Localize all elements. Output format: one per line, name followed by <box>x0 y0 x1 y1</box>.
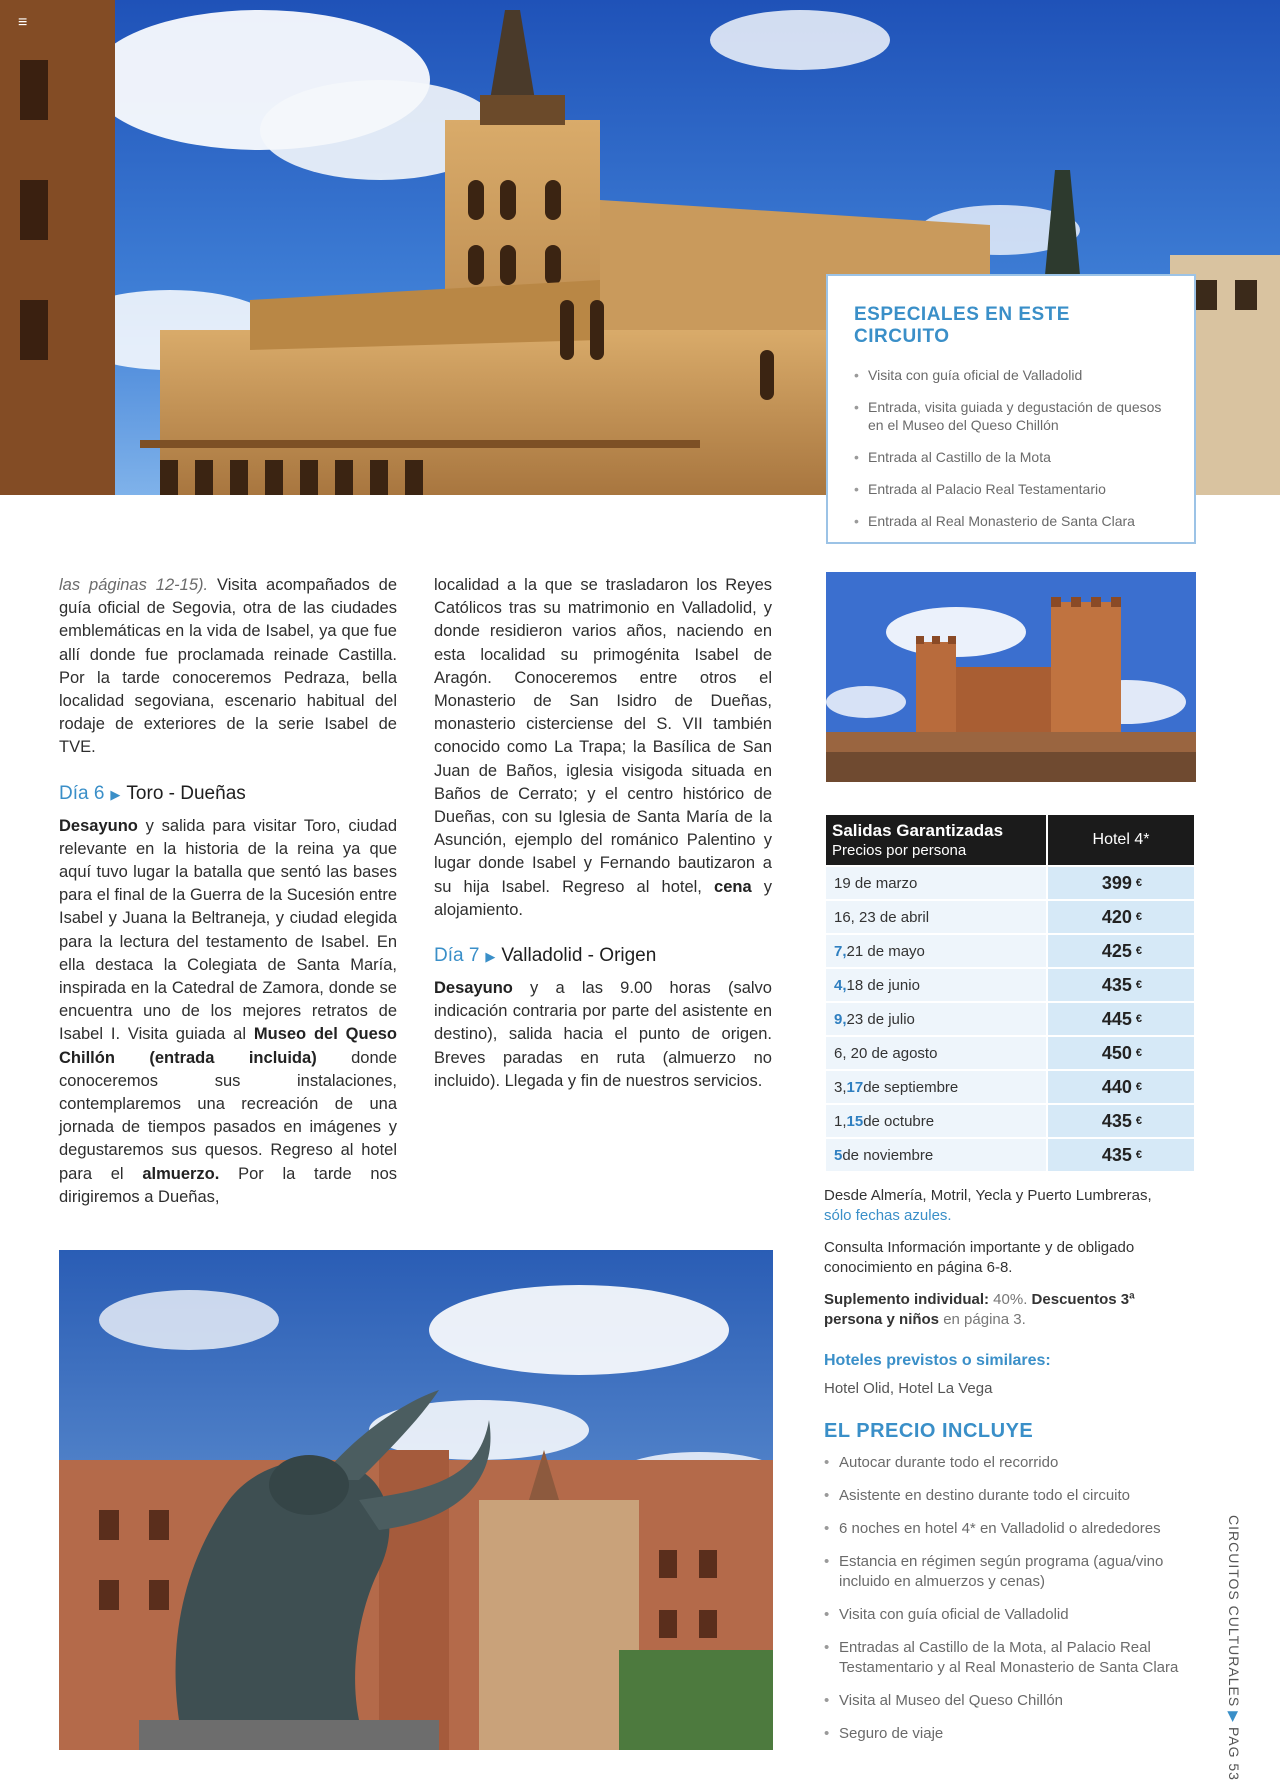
day-7-title: Valladolid - Origen <box>501 945 657 967</box>
day-6-bold-2: Museo del Queso Chillón (entrada incluida) <box>59 1025 398 1067</box>
price-header-subtitle: Precios por persona <box>832 842 967 859</box>
text-column-2 <box>434 574 772 1093</box>
castle-photo <box>826 572 1196 782</box>
includes-item: • Asistente en destino durante todo el circuito <box>824 1486 1194 1506</box>
day-7-bold-1: Desayuno <box>434 979 513 998</box>
specials-list <box>854 366 1168 530</box>
price-value: 445 € <box>1048 1003 1194 1035</box>
castle-illustration <box>826 572 1196 782</box>
day-7-number: Día 7 <box>434 945 480 967</box>
departure-date: 16, 23 de abril <box>826 901 1046 933</box>
menu-icon: ≡ <box>18 14 28 31</box>
price-value: 450 € <box>1048 1037 1194 1069</box>
price-row <box>826 1139 1194 1171</box>
includes-item: • Seguro de viaje <box>824 1724 1194 1744</box>
hotels-value: Hotel Olid, Hotel La Vega <box>824 1380 993 1397</box>
euro-sign: € <box>1135 911 1142 923</box>
departure-date: 6, 20 de agosto <box>826 1037 1046 1069</box>
price-value: 399 € <box>1048 867 1194 899</box>
day-7-paragraph <box>434 977 772 1093</box>
specials-title: ESPECIALES EN ESTE CIRCUITO <box>854 304 1070 347</box>
includes-item: • Estancia en régimen según programa (agua/vino incluido en almuerzos y cenas) <box>824 1552 1194 1592</box>
day-6-title: Toro - Dueñas <box>126 782 246 804</box>
day-6-bold-1: Desayuno <box>59 816 138 835</box>
blue-date: 7, <box>834 942 847 960</box>
euro-sign: € <box>1135 1013 1142 1025</box>
origin-note <box>824 1186 1194 1226</box>
departure-date: 3, 17 de septiembre <box>826 1071 1046 1103</box>
euro-sign: € <box>1135 1081 1142 1093</box>
price-value: 435 € <box>1048 1105 1194 1137</box>
euro-sign: € <box>1135 945 1142 957</box>
price-row <box>826 1003 1194 1035</box>
blue-date: 5 <box>834 1146 843 1164</box>
includes-item: • Visita con guía oficial de Valladolid <box>824 1605 1194 1625</box>
origin-note-text: Desde Almería, Motril, Yecla y Puerto Lumbreras, <box>824 1187 1152 1204</box>
hotels-title: Hoteles previstos o similares: <box>824 1352 1051 1369</box>
includes-item: • Autocar durante todo el recorrido <box>824 1453 1194 1473</box>
specials-box <box>826 274 1196 544</box>
price-row <box>826 867 1194 899</box>
text-column-1 <box>59 574 397 1209</box>
triangle-right-icon: ▶ <box>485 949 496 965</box>
side-section-label <box>1222 1515 1242 1781</box>
page-reference: las páginas 12-15). <box>59 576 209 594</box>
supplement-text-1: 40%. <box>989 1291 1032 1308</box>
price-value: 435 € <box>1048 1139 1194 1171</box>
blue-date: 9, <box>834 1010 847 1028</box>
price-row <box>826 1071 1194 1103</box>
intro-paragraph <box>59 574 397 760</box>
euro-sign: € <box>1135 1115 1142 1127</box>
euro-sign: € <box>1135 979 1142 991</box>
duenas-text-2: y alojamiento. <box>434 877 772 919</box>
departure-date: 5 de noviembre <box>826 1139 1046 1171</box>
day-6-number: Día 6 <box>59 782 105 804</box>
price-includes <box>824 1420 1194 1757</box>
price-header-title: Salidas Garantizadas <box>832 821 1004 840</box>
departure-date: 1, 15 de octubre <box>826 1105 1046 1137</box>
intro-text: Visita acompañados de guía oficial de Segovia, otra de las ciudades emblemáticas en la vida de Isabel, ya que fue allí donde fue proclamada reinade Castilla. Por la tarde conoceremos Pedraza, bella localidad segoviana, escenario habitual del rodaje de exteriores de la serie Isabel de TVE. <box>59 576 397 757</box>
departure-date: 19 de marzo <box>826 867 1046 899</box>
specials-item: • Entrada, visita guiada y degustación de quesos en el Museo del Queso Chillón <box>854 398 1168 434</box>
price-includes-title: EL PRECIO INCLUYE <box>824 1420 1034 1442</box>
triangle-right-icon: ▶ <box>110 786 121 802</box>
includes-item: • 6 noches en hotel 4* en Valladolid o alrededores <box>824 1519 1194 1539</box>
day-6-heading <box>59 782 397 807</box>
origin-note-blue: sólo fechas azules. <box>824 1207 952 1224</box>
specials-item: • Visita con guía oficial de Valladolid <box>854 366 1168 384</box>
supplement-bold-1: Suplemento individual: <box>824 1291 990 1308</box>
day-6-bold-3: almuerzo. <box>142 1164 220 1183</box>
price-header-left <box>826 815 1046 865</box>
includes-item: • Entradas al Castillo de la Mota, al Palacio Real Testamentario y al Real Monasterio de Santa Clara <box>824 1638 1194 1678</box>
supplement-text-2: en página 3. <box>939 1311 1026 1328</box>
euro-sign: € <box>1135 877 1142 889</box>
price-value: 440 € <box>1048 1071 1194 1103</box>
includes-item: • Visita al Museo del Queso Chillón <box>824 1691 1194 1711</box>
bull-illustration <box>59 1250 773 1750</box>
duenas-paragraph <box>434 574 772 922</box>
price-header-hotel: Hotel 4* <box>1048 815 1194 865</box>
price-row <box>826 969 1194 1001</box>
specials-item: • Entrada al Real Monasterio de Santa Clara <box>854 512 1168 530</box>
day-6-text-1: y salida para visitar Toro, ciudad relevante en la historia de la reina ya que aquí tuvo lugar la batalla que sentó las bases para el final de la Guerra de la Sucesión entre Isabel y Juana la Beltraneja, y ciudad elegida para la lectura del testamento de Isabel. En ella destaca la Colegiata de Santa María, inspirada en la Catedral de Zamora, donde se encuentra uno de los mejores retratos de Isabel I. Visita guiada al <box>59 816 397 1044</box>
price-row <box>826 901 1194 933</box>
day-6-text-3: Por la tarde nos dirigiremos a Dueñas, <box>59 1164 397 1206</box>
day-6-text-2: donde conoceremos sus instalaciones, contemplaremos una recreación de una jornada de tiempos pasados en imágenes y degustaremos sus quesos. Regreso al hotel para el <box>59 1048 397 1183</box>
price-value: 425 € <box>1048 935 1194 967</box>
blue-date: 15 <box>846 1112 864 1130</box>
blue-date: 17 <box>846 1078 864 1096</box>
price-row <box>826 1105 1194 1137</box>
duenas-text-1: localidad a la que se trasladaron los Reyes Católicos tras su matrimonio en Valladolid, y donde residieron varios años, naciendo en esta localidad su primogénita Isabel de Aragón. Conoceremos entre otros el Monasterio de San Isidro de Dueñas, monasterio cisterciense del S. VII también conocido como La Trapa; la Basílica de San Juan de Baños, iglesia visigoda situada en Baños de Cerrato; y el centro histórico de Dueñas, con su Iglesia de Santa María de la Asunción, ejemplo del románico Palentino y lugar donde Isabel y Fernando bautizaron a su hija Isabel. Regreso al hotel, <box>434 576 772 896</box>
price-row <box>826 1037 1194 1069</box>
consulta-note: Consulta Información importante y de obligado conocimiento en página 6-8. <box>824 1239 1135 1276</box>
day-7-heading <box>434 944 772 969</box>
page-number: PAG 53 <box>1226 1726 1242 1781</box>
supplement-note <box>824 1290 1194 1330</box>
specials-item: • Entrada al Castillo de la Mota <box>854 448 1168 466</box>
section-name: CIRCUITOS CULTURALES <box>1226 1515 1242 1708</box>
price-table-header <box>826 815 1194 865</box>
bull-statue-photo <box>59 1250 773 1750</box>
price-includes-list <box>824 1453 1194 1744</box>
departure-date: 9, 23 de julio <box>826 1003 1046 1035</box>
price-value: 435 € <box>1048 969 1194 1001</box>
specials-item: • Entrada al Palacio Real Testamentario <box>854 480 1168 498</box>
departure-date: 4, 18 de junio <box>826 969 1046 1001</box>
price-value: 420 € <box>1048 901 1194 933</box>
duenas-bold: cena <box>714 877 752 896</box>
day-7-text-1: y a las 9.00 horas (salvo indicación contraria por parte del asistente en destino), salida hacia el punto de origen. Breves paradas en ruta (almuerzo no incluido). Llegada y fin de nuestros servicios. <box>434 979 772 1090</box>
triangle-right-icon: ▶ <box>1226 1711 1242 1723</box>
price-row <box>826 935 1194 967</box>
supplement-bold-2: Descuentos 3ª persona y niños <box>824 1291 1135 1328</box>
euro-sign: € <box>1135 1149 1142 1161</box>
day-6-paragraph <box>59 815 397 1209</box>
euro-sign: € <box>1135 1047 1142 1059</box>
blue-date: 4, <box>834 976 847 994</box>
price-table <box>826 815 1194 1171</box>
departure-date: 7, 21 de mayo <box>826 935 1046 967</box>
